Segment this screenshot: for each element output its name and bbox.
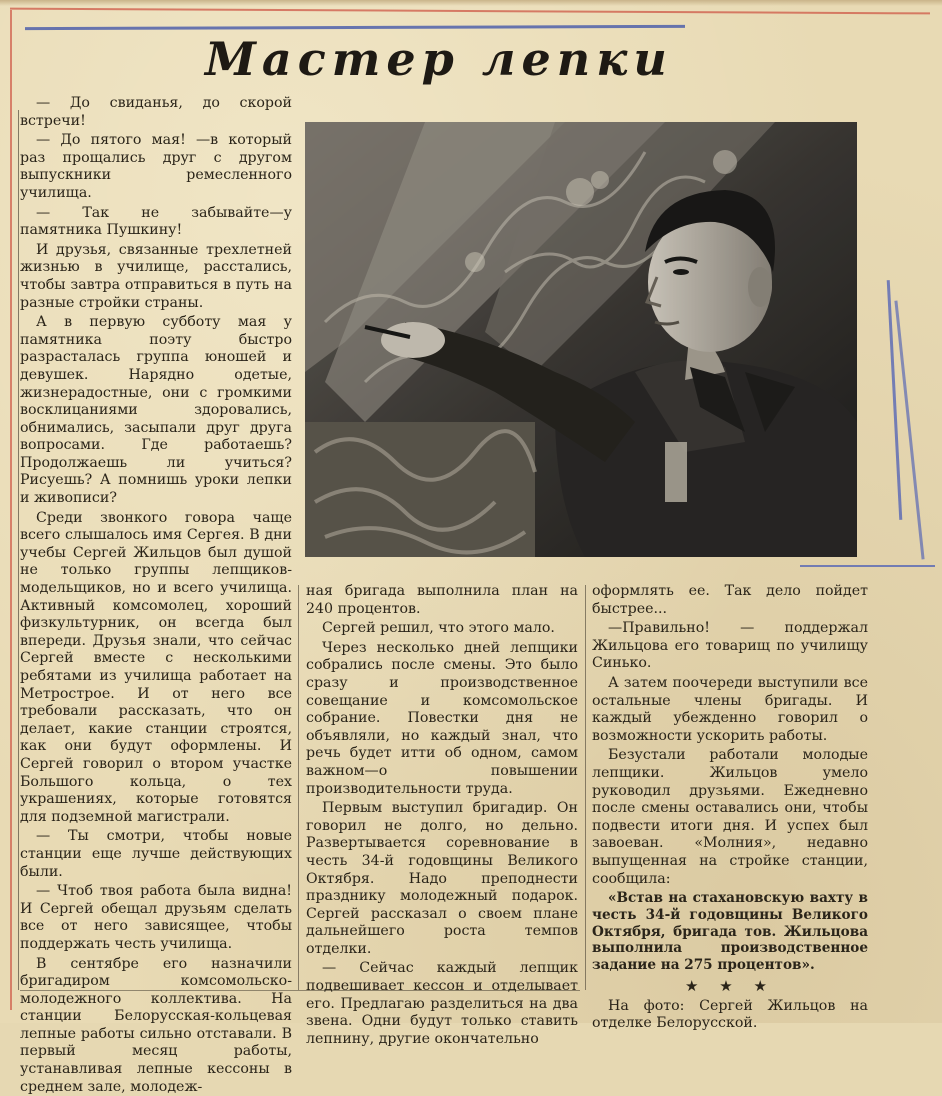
article-column-1 <box>20 95 292 995</box>
paper-edge <box>0 0 942 6</box>
paragraph: А в первую субботу мая у памятника поэту быстро разрасталась группа юношей и девушек. Нарядно одетые, жизнерадостные, они с громкими восклицаниями здоровались, обнимались, засыпали друг друга вопросами. Где работаешь? Продолжаешь ли учиться? Рисуешь? А помнишь уроки лепки и живописи? <box>20 314 292 508</box>
red-pencil-line-left <box>10 10 12 1010</box>
paragraph: —Правильно! — поддержал Жильцова его товарищ по училищу Синько. <box>592 620 868 673</box>
photo-illustration <box>305 122 857 557</box>
paragraph: Безустали работали молодые лепщики. Жильцов умело руководил друзьями. Ежедневно после смены оставались они, чтобы подвести итоги дня. И успех был завоеван. «Молния», недавно выпущенная на стройке станции, сообщила: <box>592 747 868 888</box>
headline: Мастер лепки <box>205 32 705 92</box>
paragraph: ная бригада выполнила план на 240 процентов. <box>306 583 578 618</box>
column-rule-left <box>18 110 19 990</box>
paragraph: Сергей решил, что этого мало. <box>306 620 578 638</box>
paragraph: — Так не забывайте—у памятника Пушкину! <box>20 205 292 240</box>
column-rule-2 <box>585 585 586 990</box>
paragraph: — Сейчас каждый лепщик подвешивает кессон и отделывает его. Предлагаю разделиться на два звена. Одни будут только ставить лепнину, другие окончательно <box>306 960 578 1048</box>
article-column-3 <box>592 583 868 1003</box>
blue-pencil-underline <box>800 565 935 567</box>
paragraph: В сентябре его назначили бригадиром комсомольско-молодежного коллектива. На станции Белорусская-кольцевая лепные работы сильно отставали. В первый месяц работы, устанавливая лепные кессоны в среднем зале, молодеж- <box>20 956 292 1096</box>
molniya-quote: «Встав на стахановскую вахту в честь 34-й годовщины Великого Октября, бригада тов. Жильцова выполнила производственное задание на 275 процентов». <box>592 890 868 974</box>
photo-sculptor-at-work <box>305 122 857 557</box>
paragraph: И друзья, связанные трехлетней жизнью в училище, расстались, чтобы завтра отправиться в путь на разные стройки страны. <box>20 242 292 312</box>
paragraph: Среди звонкого говора чаще всего слышалось имя Сергея. В дни учебы Сергей Жильцов был душой не только группы лепщиков-модельщиков, но и всего училища. Активный комсомолец, хороший физкультурник, он всегда был впереди. Друзья знали, что сейчас Сергей вместе с несколькими ребятами из училища работает на Метрострое. И от него все требовали рассказать, что он делает, какие станции строятся, как они будут оформлены. И Сергей говорил о втором участке Большого кольца, о тех украшениях, которые готовятся для подземной магистрали. <box>20 510 292 827</box>
paragraph: — До пятого мая! —в который раз прощались друг с другом выпускники ремесленного училища. <box>20 132 292 202</box>
paragraph: — До свиданья, до скорой встречи! <box>20 95 292 130</box>
paragraph: Первым выступил бригадир. Он говорил не долго, но дельно. Развертывается соревнование в честь 34-й годовщины Великого Октября. Надо преподнести празднику молодежный подарок. Сергей рассказал о своем плане дальнейшего роста темпов отделки. <box>306 800 578 958</box>
paragraph: Через несколько дней лепщики собрались после смены. Это было сразу и производственное совещание и комсомольское собрание. Повестки дня не объявляли, но каждый знал, что речь будет итти об одном, самом важном—о повышении производительности труда. <box>306 640 578 798</box>
photo-caption: На фото: Сергей Жильцов на отделке Белорусской. <box>592 998 868 1033</box>
paragraph: — Ты смотри, чтобы новые станции еще лучше действующих были. <box>20 828 292 881</box>
paragraph: оформлять ее. Так дело пойдет быстрее... <box>592 583 868 618</box>
paragraph: — Чтоб твоя работа была видна! И Сергей обещал друзьям сделать все от него зависящее, чтобы поддержать честь училища. <box>20 883 292 953</box>
section-divider-stars: ★ ★ ★ <box>592 978 868 996</box>
column-rule-1 <box>298 585 299 990</box>
paragraph: А затем поочереди выступили все остальные члены бригады. И каждый убежденно говорил о возможности ускорить работы. <box>592 675 868 745</box>
article-column-2 <box>306 583 578 993</box>
